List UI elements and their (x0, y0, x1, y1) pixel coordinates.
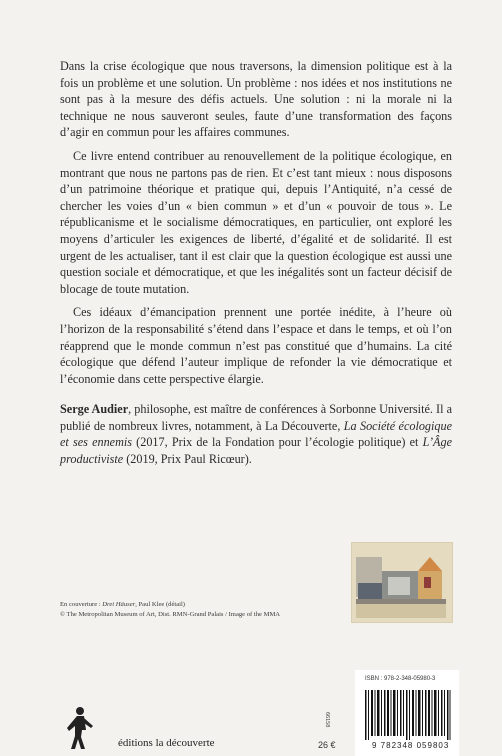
bio-book-1: La Société écologique et ses ennemis (60, 418, 452, 450)
barcode-digits: 9 782348 059803 (372, 741, 450, 750)
price: 26 € (318, 740, 336, 750)
publisher-name: éditions la découverte (118, 737, 215, 749)
blurb-paragraph-2: Ce livre entend contribuer au renouvellement de la politique écologique, en montrant que nous ne partons pas de rien. Et c’est tant mieux : nous disposons d’un patrimoine théorique et pratique qui, depuis l’Antiquité, n’a cessé de chercher les voies d’un « bien commun » et d’un « pouvoir de tous ». Le républicanisme et le socialisme démocratiques, en particulier, ont exploré les moyens d’articuler les exigences de liberté, d’égalité et de solidarité. Il est urgent de les actualiser, tant il est clair que la question écologique est aussi une question sociale et démocratique, et que les inégalités sont un facteur décisif de blocage de toute mutation. (60, 148, 452, 296)
painting-title: Drei Häuser (102, 601, 136, 608)
blurb-paragraph-1: Dans la crise écologique que nous traversons, la dimension politique est à la fois un problème et une solution. Un problème : nos idées et nos institutions ne sont pas à la mesure des défis actuels. Une solution : ni la morale ni la technique ne nous sauveront seules, faute d’une transformation des façons d’agir en commun pour les affaires communes. (60, 59, 452, 140)
author-bio (60, 401, 452, 467)
copyright-line: © The Metropolitan Museum of Art, Dist. RMN-Grand Palais / Image of the MMA (60, 611, 281, 618)
bio-text-3: (2019, Prix Paul Ricœur). (123, 452, 252, 467)
bio-book-2: L’Âge productiviste (60, 435, 452, 467)
blurb (60, 58, 452, 475)
blurb-paragraph-3: Ces idéaux d’émancipation prennent une portée inédite, à l’heure où l’horizon de la responsabilité s’étend dans l’espace et dans le temps, et où l’on réapprend que le monde commun n’est pas constitué que d’humains. La cité écologique que défend l’auteur implique de refonder la vie démocratique et l’économie dans cette perspective élargie. (60, 305, 452, 386)
cover-art-thumbnail (351, 542, 453, 623)
publisher-logo-icon (60, 706, 100, 751)
isbn: ISBN : 978-2-348-05980-3 (365, 676, 436, 682)
barcode-icon (365, 690, 451, 740)
bio-text-1: , philosophe, est maître de conférences à Sorbonne Université. Il a publié de nombreux livres, notamment, à La Découverte, (60, 402, 452, 433)
painting-image (352, 543, 452, 622)
side-code: 66158 (324, 712, 330, 728)
author-name: Serge Audier (60, 402, 129, 417)
cover-credit-line: En couverture : Drei Häuser, Paul Klee (détail) (60, 601, 186, 608)
cover-credits (60, 600, 360, 620)
bio-text-2: (2017, Prix de la Fondation pour l’écologie politique) et (132, 435, 423, 450)
